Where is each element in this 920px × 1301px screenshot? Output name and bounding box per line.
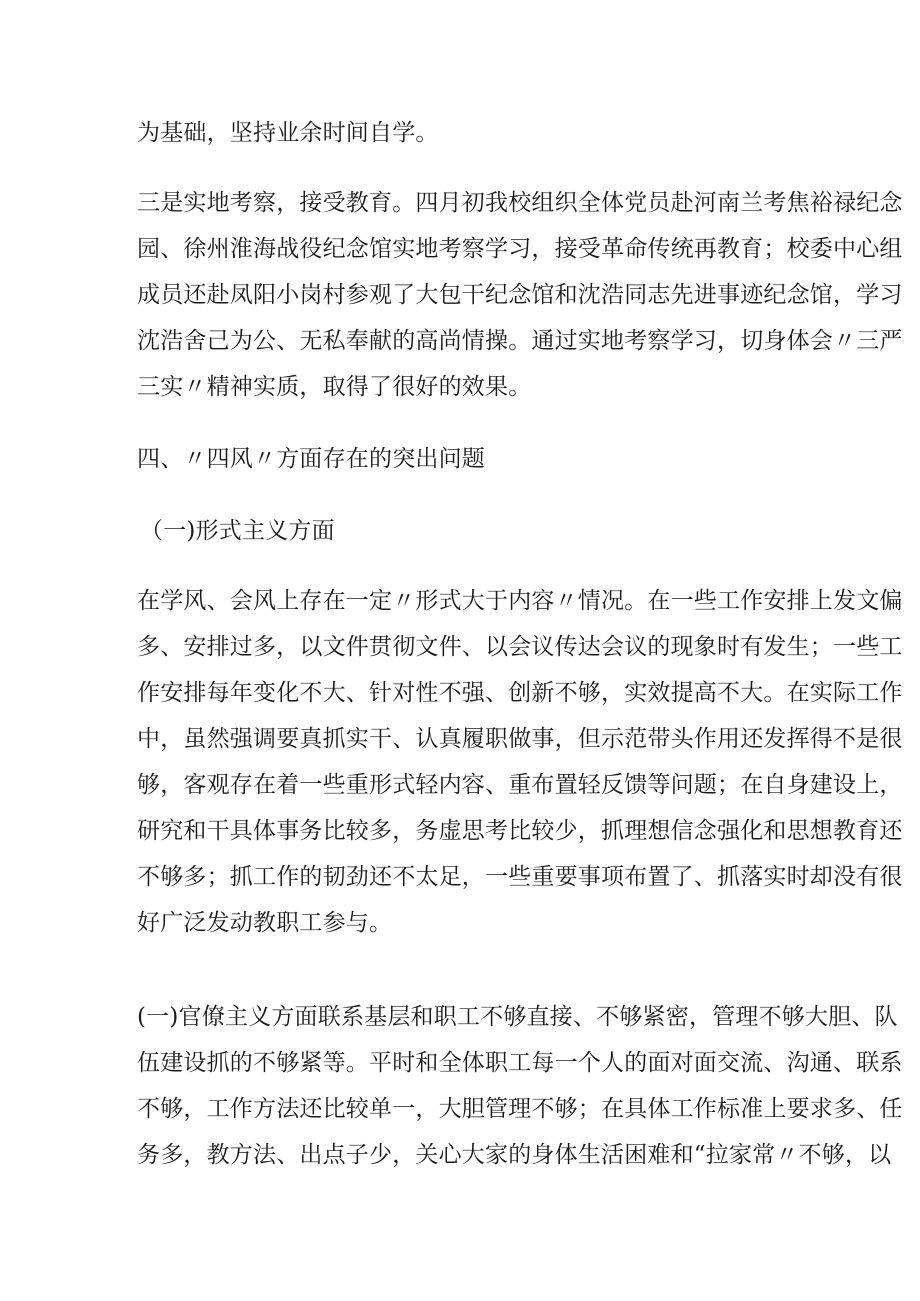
text-line-12: 中，虽然强调要真抓实干、认真履职做事，但示范带头作用还发挥得不是很 xyxy=(137,726,903,752)
text-line-6: 三实〃精神实质，取得了很好的效果。 xyxy=(137,374,532,400)
text-line-14: 研究和干具体事务比较多，务虚思考比较少，抓理想信念强化和思想教育还 xyxy=(137,818,903,844)
text-line-1: 为基础，坚持业余时间自学。 xyxy=(137,120,439,146)
text-line-3: 园、徐州淮海战役纪念馆实地考察学习，接受革命传统再教育；校委中心组 xyxy=(137,236,903,262)
text-line-15: 不够多；抓工作的韧劲还不太足，一些重要事项布置了、抓落实时却没有很 xyxy=(137,864,903,890)
text-line-10: 多、安排过多，以文件贯彻文件、以会议传达会议的现象时有发生；一些工 xyxy=(137,634,903,660)
text-line-17: (一)官僚主义方面联系基层和职工不够直接、不够紧密，管理不够大胆、队 xyxy=(137,1004,898,1030)
text-line-9: 在学风、会风上存在一定〃形式大于内容〃情况。在一些工作安排上发文偏 xyxy=(137,588,903,614)
text-line-18: 伍建设抓的不够紧等。平时和全体职工每一个人的面对面交流、沟通、联系 xyxy=(137,1050,903,1076)
text-line-2: 三是实地考察，接受教育。四月初我校组织全体党员赴河南兰考焦裕禄纪念 xyxy=(137,190,903,216)
text-line-11: 作安排每年变化不大、针对性不强、创新不够，实效提高不大。在实际工作 xyxy=(137,680,903,706)
text-line-4: 成员还赴凤阳小岗村参观了大包干纪念馆和沈浩同志先进事迹纪念馆，学习 xyxy=(137,282,903,308)
text-line-5: 沈浩舍己为公、无私奉献的高尚情操。通过实地考察学习，切身体会〃三严 xyxy=(137,328,903,354)
text-line-19: 不够，工作方法还比较单一，大胆管理不够；在具体工作标准上要求多、任 xyxy=(137,1096,903,1122)
section-heading-four-winds: 四、〃四风〃方面存在的突出问题 xyxy=(137,446,485,472)
text-line-20: 务多，教方法、出点子少，关心大家的身体生活困难和“拉家常〃不够，以 xyxy=(137,1142,892,1168)
text-line-16: 好广泛发动教职工参与。 xyxy=(137,910,393,936)
subheading-formalism: （一)形式主义方面 xyxy=(140,518,335,544)
text-line-13: 够，客观存在着一些重形式轻内容、重布置轻反馈等问题；在自身建设上， xyxy=(137,772,903,798)
